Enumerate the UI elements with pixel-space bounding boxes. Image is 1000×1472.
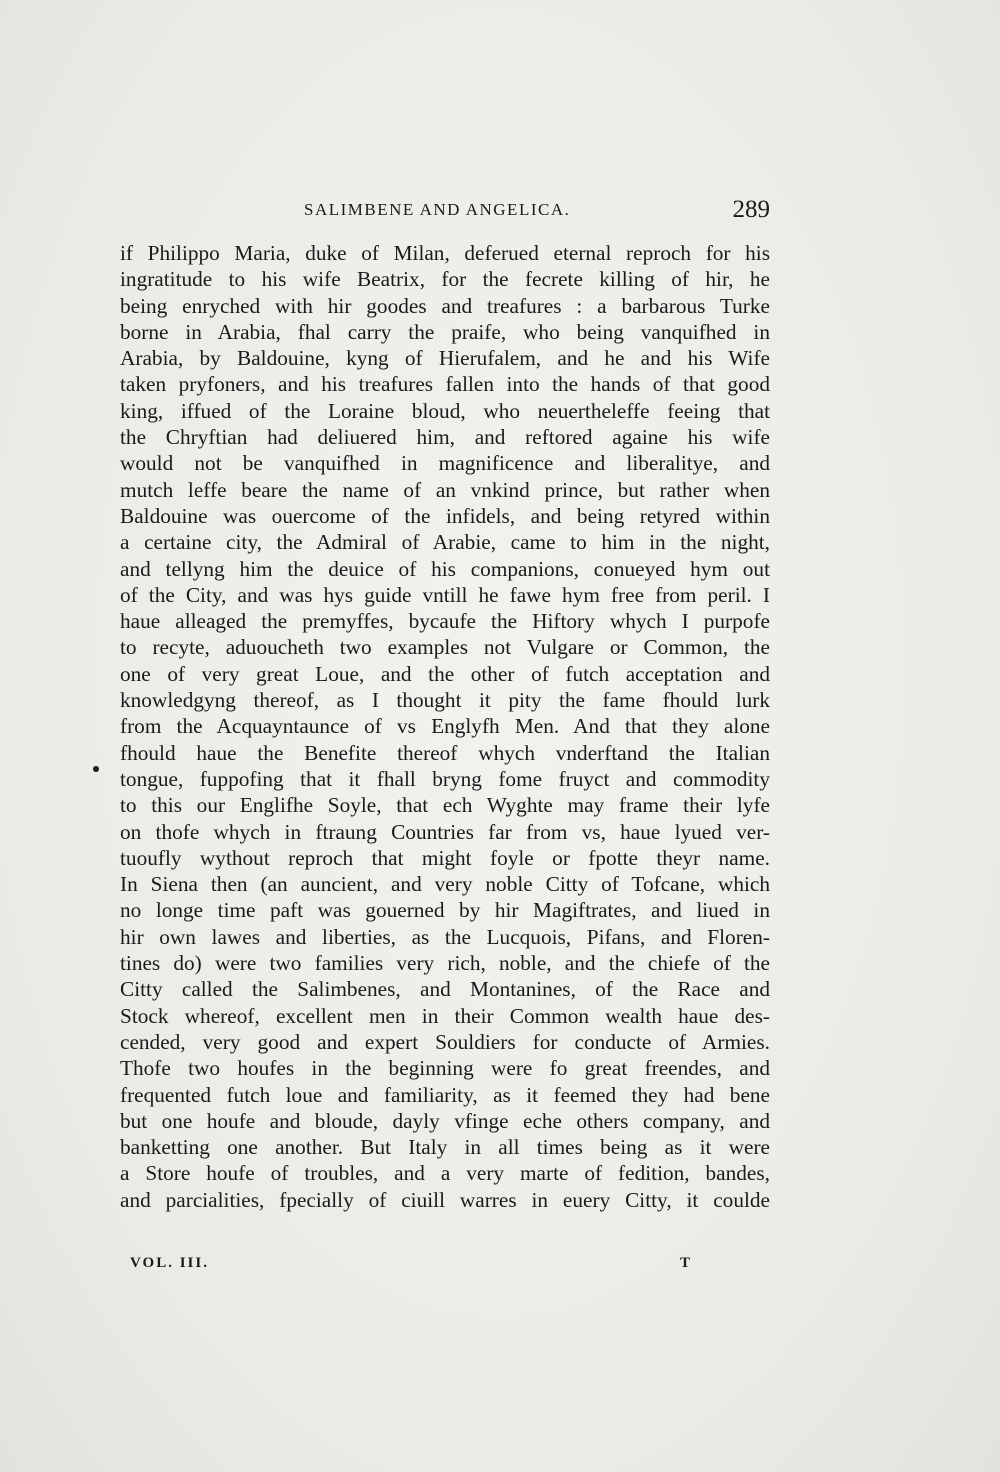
text-line: hir own lawes and liberties, as the Lucquois, Pifans, and Floren- xyxy=(120,924,770,949)
text-line: mutch leffe beare the name of an vnkind prince, but rather when xyxy=(120,477,770,502)
text-line: and parcialities, fpecially of ciuill warres in euery Citty, it coulde xyxy=(120,1187,770,1212)
text-line: tongue, fuppofing that it fhall bryng fome fruyct and commodity xyxy=(120,766,770,791)
text-line: tines do) were two families very rich, noble, and the chiefe of the xyxy=(120,951,770,976)
text-line: frequented futch loue and familiarity, as it feemed they had bene xyxy=(120,1082,770,1107)
running-head xyxy=(120,196,770,236)
text-line: banketting one another. But Italy in all times being as it were xyxy=(120,1135,770,1160)
margin-dot-mark xyxy=(93,766,99,772)
text-line: fhould haue the Benefite thereof whych vnderftand the Italian xyxy=(120,740,770,765)
text-line: haue alleaged the premyffes, bycaufe the Hiftory whych I purpofe xyxy=(120,609,770,634)
body-text xyxy=(120,240,770,1213)
text-line: borne in Arabia, fhal carry the praife, who being vanquifhed in xyxy=(120,319,770,344)
text-line: tuoufly wythout reproch that might foyle or fpotte theyr name. xyxy=(120,845,770,870)
text-line: In Siena then (an auncient, and very noble Citty of Tofcane, which xyxy=(120,872,770,897)
text-line: a certaine city, the Admiral of Arabie, came to him in the night, xyxy=(120,530,770,555)
text-line: king, iffued of the Loraine bloud, who neuertheleffe feeing that xyxy=(120,398,770,423)
text-line: the Chryftian had deliuered him, and reftored againe his wife xyxy=(120,425,770,450)
text-line: if Philippo Maria, duke of Milan, deferued eternal reproch for his xyxy=(120,241,770,265)
text-line: on thofe whych in ftraung Countries far from vs, haue lyued ver- xyxy=(120,819,770,844)
text-line: Stock whereof, excellent men in their Common wealth haue des- xyxy=(120,1003,770,1028)
text-line: Citty called the Salimbenes, and Montanines, of the Race and xyxy=(120,977,770,1002)
page-footer xyxy=(130,1255,690,1279)
text-line: Arabia, by Baldouine, kyng of Hierufalem, and he and his Wife xyxy=(120,346,770,371)
text-line: a Store houfe of troubles, and a very marte of fedition, bandes, xyxy=(120,1161,770,1186)
text-line: one of very great Loue, and the other of futch acceptation and xyxy=(120,661,770,686)
text-line: to this our Englifhe Soyle, that ech Wyghte may frame their lyfe xyxy=(120,793,770,818)
text-line: would not be vanquifhed in magnificence and liberalitye, and xyxy=(120,451,770,476)
text-line: Thofe two houfes in the beginning were fo great freendes, and xyxy=(120,1056,770,1081)
text-line: to recyte, aduoucheth two examples not Vulgare or Common, the xyxy=(120,635,770,660)
text-line: knowledgyng thereof, as I thought it pity the fame fhould lurk xyxy=(120,688,770,713)
text-line: of the City, and was hys guide vntill he fawe hym free from peril. I xyxy=(120,582,770,607)
page-number: 289 xyxy=(732,196,770,223)
text-line: taken pryfoners, and his treafures fallen into the hands of that good xyxy=(120,372,770,397)
text-line: ingratitude to his wife Beatrix, for the fecrete killing of hir, he xyxy=(120,267,770,292)
text-line: from the Acquayntaunce of vs Englyfh Men. And that they alone xyxy=(120,714,770,739)
text-line: no longe time paft was gouerned by hir Magiftrates, and liued in xyxy=(120,898,770,923)
signature-mark: T xyxy=(679,1255,690,1271)
text-line: and tellyng him the deuice of his companions, conueyed hym out xyxy=(120,556,770,581)
text-line: Baldouine was ouercome of the infidels, and being retyred within xyxy=(120,503,770,528)
text-line: cended, very good and expert Souldiers for conducte of Armies. xyxy=(120,1029,770,1054)
text-line: being enryched with hir goodes and treafures : a barbarous Turke xyxy=(120,293,770,318)
running-title: SALIMBENE AND ANGELICA. xyxy=(304,200,571,219)
text-line: but one houfe and bloude, dayly vfinge eche others company, and xyxy=(120,1108,770,1133)
volume-label: VOL. III. xyxy=(130,1255,209,1271)
